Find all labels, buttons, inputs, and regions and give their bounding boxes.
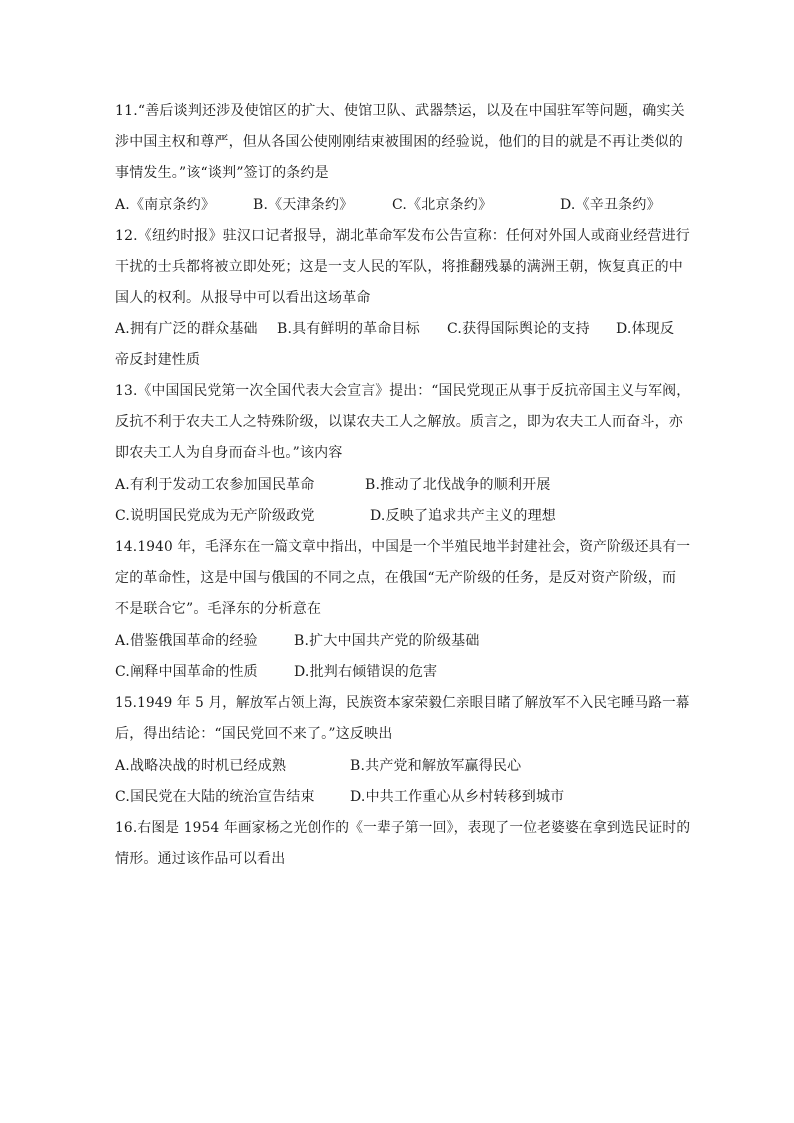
q12-option-c: C.获得国际舆论的支持 xyxy=(447,321,590,337)
q12-option-b: B.具有鲜明的革命目标 xyxy=(277,321,420,337)
q14-option-b: B.扩大中国共产党的阶级基础 xyxy=(294,633,480,649)
q11-option-d: D.《辛丑条约》 xyxy=(560,197,661,213)
q13-option-d: D.反映了追求共产主义的理想 xyxy=(370,508,556,524)
q14-stem-line-1: 14.1940 年，毛泽东在一篇文章中指出，中国是一个半殖民地半封建社会，资产阶级还具有一 xyxy=(115,539,691,555)
q12-stem-line-2: 干扰的士兵都将被立即处死；这是一支人民的军队，将推翻残暴的满洲王朝，恢复真正的中 xyxy=(115,259,683,275)
q14-option-c: C.阐释中国革命的性质 xyxy=(115,664,258,680)
q13-stem-line-2: 反抗不利于农夫工人之特殊阶级，以谋农夫工人之解放。质言之，即为农夫工人而奋斗，亦 xyxy=(115,414,683,430)
q11-stem-line-1: 11.“善后谈判还涉及使馆区的扩大、使馆卫队、武器禁运，以及在中国驻军等问题，确实关 xyxy=(115,103,685,119)
q14-stem-line-3: 不是联合它”。毛泽东的分析意在 xyxy=(115,601,322,617)
q15-stem-line-1: 15.1949 年 5 月，解放军占领上海，民族资本家荣毅仁亲眼目睹了解放军不入民宅睡马路一幕 xyxy=(115,695,690,711)
q15-option-b: B.共产党和解放军赢得民心 xyxy=(350,758,522,774)
q15-option-d: D.中共工作重心从乡村转移到城市 xyxy=(350,789,565,805)
q11-option-b: B.《天津条约》 xyxy=(253,197,354,213)
q11-stem-line-3: 事情发生。”该“谈判”签订的条约是 xyxy=(115,165,329,181)
q12-option-d: D.体现反 xyxy=(616,321,675,337)
q14-stem-line-2: 定的革命性，这是中国与俄国的不同之点，在俄国“无产阶级的任务，是反对资产阶级，而 xyxy=(115,570,677,586)
q13-option-a: A.有利于发动工农参加国民革命 xyxy=(115,477,315,493)
q15-option-a: A.战略决战的时机已经成熟 xyxy=(115,758,287,774)
q16-stem-line-2: 情形。通过该作品可以看出 xyxy=(115,851,286,867)
q14-option-d: D.批判右倾错误的危害 xyxy=(294,664,438,680)
q11-option-a: A.《南京条约》 xyxy=(115,197,216,213)
q12-stem-line-1: 12.《纽约时报》驻汉口记者报导，湖北革命军发布公告宣称：任何对外国人或商业经营进行 xyxy=(115,228,690,244)
q16-stem-line-1: 16.右图是 1954 年画家杨之光创作的《一辈子第一回》，表现了一位老婆婆在拿到选民证时的 xyxy=(115,820,691,836)
q15-stem-line-2: 后，得出结论：“国民党回不来了。”这反映出 xyxy=(115,726,393,742)
q15-option-c: C.国民党在大陆的统治宣告结束 xyxy=(115,789,315,805)
q11-stem-line-2: 涉中国主权和尊严，但从各国公使刚刚结束被围困的经验说，他们的目的就是不再让类似的 xyxy=(115,134,683,150)
q14-option-a: A.借鉴俄国革命的经验 xyxy=(115,633,258,649)
q11-option-c: C.《北京条约》 xyxy=(392,197,493,213)
q12-option-a: A.拥有广泛的群众基础 xyxy=(115,321,258,337)
q13-option-c: C.说明国民党成为无产阶级政党 xyxy=(115,508,315,524)
q13-stem-line-3: 即农夫工人为自身而奋斗也。”该内容 xyxy=(115,445,343,461)
q12-stem-line-3: 国人的权利。从报导中可以看出这场革命 xyxy=(115,290,371,306)
q13-stem-line-1: 13.《中国国民党第一次全国代表大会宣言》提出：“国民党现正从事于反抗帝国主义与军阀， xyxy=(115,383,691,399)
q13-option-b: B.推动了北伐战争的顺利开展 xyxy=(365,477,551,493)
q12-option-d-continued: 帝反封建性质 xyxy=(115,352,201,368)
